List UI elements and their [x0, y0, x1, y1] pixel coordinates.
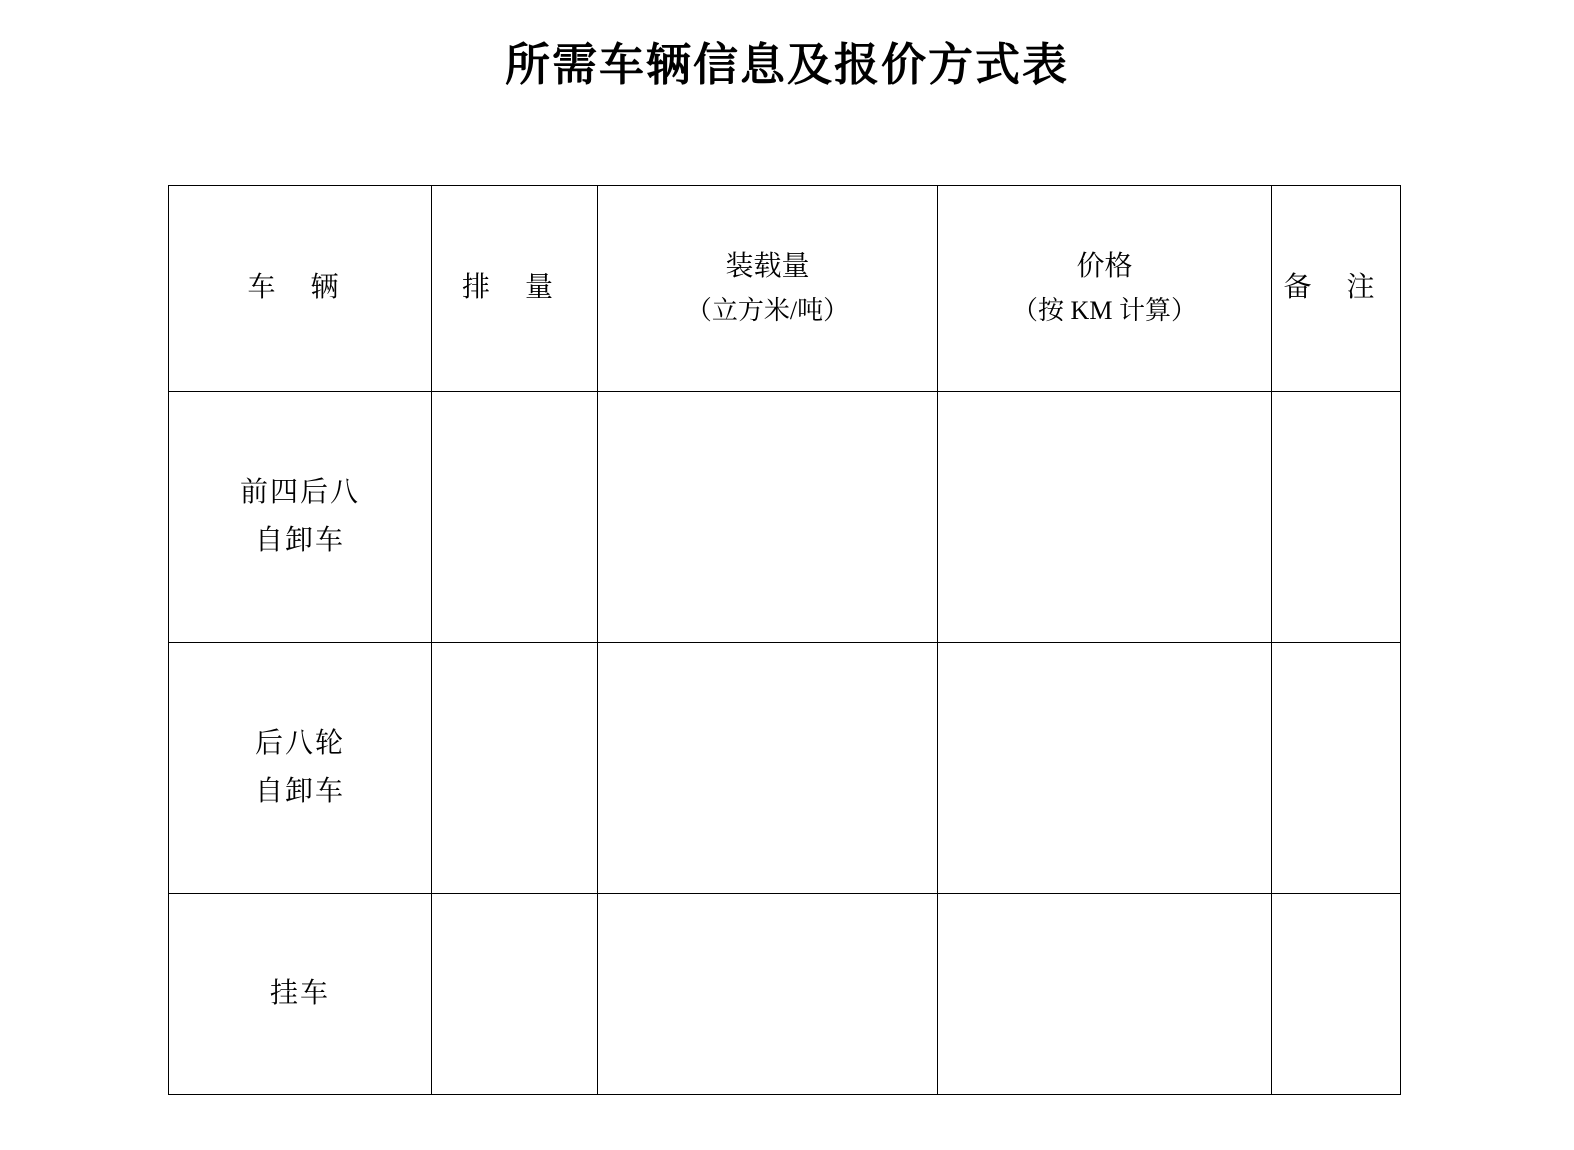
cell-capacity-3[interactable] [598, 894, 938, 1095]
cell-vehicle-3-block [169, 970, 431, 1018]
column-header-capacity-line2: （立方米/吨） [685, 295, 850, 325]
column-header-price-block [938, 247, 1271, 329]
cell-displacement-1[interactable] [432, 392, 598, 643]
table-body [169, 392, 1401, 1095]
cell-displacement-3[interactable] [432, 894, 598, 1095]
column-header-capacity-block [598, 247, 937, 329]
cell-capacity-2[interactable] [598, 643, 938, 894]
cell-vehicle-1-line1: 前四后八 [239, 477, 360, 509]
cell-displacement-2[interactable] [432, 643, 598, 894]
column-header-vehicle-label: 车 辆 [247, 272, 353, 304]
cell-remark-3[interactable] [1272, 894, 1401, 1095]
vehicle-info-table [168, 185, 1401, 1095]
table-header [169, 186, 1401, 392]
column-header-capacity-line1: 装载量 [725, 251, 810, 283]
cell-vehicle-1 [169, 392, 432, 643]
cell-vehicle-2 [169, 643, 432, 894]
cell-remark-2[interactable] [1272, 643, 1401, 894]
vehicle-info-table-wrapper [168, 185, 1400, 1095]
column-header-displacement-label: 排 量 [461, 272, 567, 304]
column-header-price [938, 186, 1272, 392]
column-header-displacement [432, 186, 598, 392]
cell-vehicle-2-line1: 后八轮 [254, 728, 345, 760]
cell-vehicle-2-block [169, 720, 431, 815]
cell-vehicle-3 [169, 894, 432, 1095]
cell-price-3[interactable] [938, 894, 1272, 1095]
table-row [169, 643, 1401, 894]
column-header-remark [1272, 186, 1401, 392]
column-header-capacity [598, 186, 938, 392]
cell-vehicle-2-line2: 自卸车 [254, 776, 345, 807]
cell-vehicle-1-block [169, 469, 431, 564]
cell-price-1[interactable] [938, 392, 1272, 643]
column-header-price-line1: 价格 [1076, 251, 1133, 283]
cell-vehicle-1-line2: 自卸车 [254, 525, 345, 556]
table-row [169, 894, 1401, 1095]
table-row [169, 392, 1401, 643]
cell-remark-1[interactable] [1272, 392, 1401, 643]
page-title: 所需车辆信息及报价方式表 [504, 40, 1069, 90]
column-header-vehicle [169, 186, 432, 392]
cell-vehicle-3-line1: 挂车 [269, 978, 330, 1010]
column-header-price-line2: （按 KM 计算） [1012, 295, 1197, 325]
cell-capacity-1[interactable] [598, 392, 938, 643]
column-header-remark-label: 备 注 [1283, 272, 1389, 304]
cell-price-2[interactable] [938, 643, 1272, 894]
table-header-row [169, 186, 1401, 392]
